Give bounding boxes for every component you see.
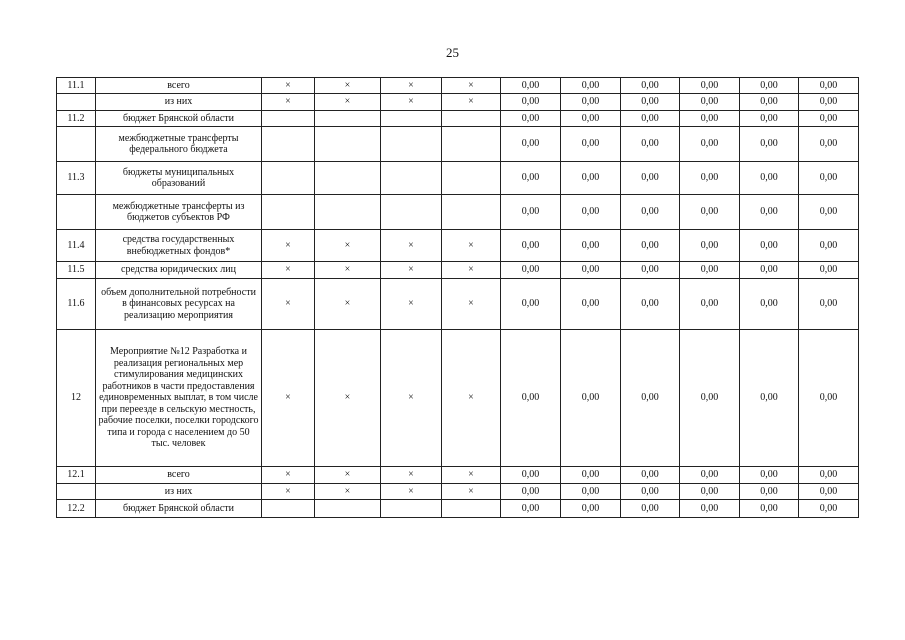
marker-cell: ×	[315, 94, 381, 111]
value-cell: 0,00	[501, 262, 561, 279]
marker-cell	[381, 127, 442, 162]
row-number: 11.6	[57, 279, 96, 330]
value-cell: 0,00	[680, 78, 740, 94]
table-row	[57, 262, 859, 279]
marker-cell: ×	[315, 230, 381, 262]
marker-cell: ×	[262, 262, 315, 279]
value-cell: 0,00	[621, 330, 680, 467]
value-cell: 0,00	[799, 78, 859, 94]
marker-cell: ×	[381, 230, 442, 262]
value-cell: 0,00	[680, 111, 740, 127]
value-cell: 0,00	[501, 500, 561, 518]
table-row	[57, 78, 859, 94]
table-row	[57, 127, 859, 162]
marker-cell	[315, 500, 381, 518]
table-row	[57, 467, 859, 484]
table-row	[57, 195, 859, 230]
marker-cell: ×	[381, 330, 442, 467]
row-description: бюджет Брянской области	[96, 500, 262, 518]
value-cell: 0,00	[621, 262, 680, 279]
marker-cell	[315, 162, 381, 195]
value-cell: 0,00	[561, 330, 621, 467]
marker-cell: ×	[442, 262, 501, 279]
value-cell: 0,00	[740, 262, 799, 279]
value-cell: 0,00	[740, 111, 799, 127]
value-cell: 0,00	[621, 484, 680, 500]
row-description: средства государственных внебюджетных фондов*	[96, 230, 262, 262]
value-cell: 0,00	[799, 262, 859, 279]
marker-cell	[442, 195, 501, 230]
value-cell: 0,00	[799, 162, 859, 195]
marker-cell: ×	[315, 484, 381, 500]
value-cell: 0,00	[799, 94, 859, 111]
value-cell: 0,00	[740, 279, 799, 330]
row-number	[57, 484, 96, 500]
marker-cell	[442, 162, 501, 195]
value-cell: 0,00	[621, 195, 680, 230]
table-row	[57, 279, 859, 330]
table-row	[57, 162, 859, 195]
value-cell: 0,00	[680, 330, 740, 467]
row-number	[57, 94, 96, 111]
value-cell: 0,00	[621, 162, 680, 195]
marker-cell	[262, 162, 315, 195]
value-cell: 0,00	[799, 484, 859, 500]
value-cell: 0,00	[501, 195, 561, 230]
value-cell: 0,00	[501, 94, 561, 111]
value-cell: 0,00	[621, 94, 680, 111]
value-cell: 0,00	[799, 500, 859, 518]
value-cell: 0,00	[799, 279, 859, 330]
row-description: средства юридических лиц	[96, 262, 262, 279]
marker-cell: ×	[262, 78, 315, 94]
value-cell: 0,00	[501, 111, 561, 127]
budget-table	[56, 77, 859, 518]
marker-cell: ×	[315, 279, 381, 330]
row-description: межбюджетные трансферты из бюджетов субъектов РФ	[96, 195, 262, 230]
value-cell: 0,00	[621, 78, 680, 94]
value-cell: 0,00	[680, 500, 740, 518]
marker-cell	[315, 195, 381, 230]
marker-cell	[315, 111, 381, 127]
table-row	[57, 230, 859, 262]
marker-cell	[442, 500, 501, 518]
marker-cell	[262, 500, 315, 518]
value-cell: 0,00	[799, 111, 859, 127]
marker-cell: ×	[262, 94, 315, 111]
value-cell: 0,00	[561, 262, 621, 279]
value-cell: 0,00	[501, 279, 561, 330]
value-cell: 0,00	[680, 195, 740, 230]
value-cell: 0,00	[561, 94, 621, 111]
row-description: Мероприятие №12 Разработка и реализация региональных мер стимулирования медицинских работников в части предоставления единовременных выплат, в том числе при переезде в сельскую местность, рабочие поселки, поселки городского типа и города с населением до 50 тыс. человек	[96, 330, 262, 467]
marker-cell	[442, 111, 501, 127]
value-cell: 0,00	[501, 484, 561, 500]
marker-cell: ×	[442, 94, 501, 111]
value-cell: 0,00	[680, 230, 740, 262]
marker-cell	[381, 195, 442, 230]
marker-cell: ×	[262, 230, 315, 262]
value-cell: 0,00	[561, 467, 621, 484]
value-cell: 0,00	[740, 467, 799, 484]
marker-cell: ×	[262, 330, 315, 467]
value-cell: 0,00	[621, 127, 680, 162]
value-cell: 0,00	[621, 500, 680, 518]
marker-cell	[442, 127, 501, 162]
page-number: 25	[446, 45, 459, 60]
row-number: 11.3	[57, 162, 96, 195]
value-cell: 0,00	[561, 484, 621, 500]
table-row	[57, 484, 859, 500]
marker-cell: ×	[442, 484, 501, 500]
row-description: всего	[96, 78, 262, 94]
value-cell: 0,00	[740, 94, 799, 111]
row-description: бюджеты муниципальных образований	[96, 162, 262, 195]
row-number: 12	[57, 330, 96, 467]
value-cell: 0,00	[621, 230, 680, 262]
value-cell: 0,00	[740, 330, 799, 467]
row-description: из них	[96, 94, 262, 111]
value-cell: 0,00	[680, 262, 740, 279]
value-cell: 0,00	[501, 127, 561, 162]
value-cell: 0,00	[740, 127, 799, 162]
marker-cell	[315, 127, 381, 162]
marker-cell: ×	[262, 484, 315, 500]
value-cell: 0,00	[740, 484, 799, 500]
marker-cell: ×	[315, 262, 381, 279]
marker-cell	[262, 127, 315, 162]
value-cell: 0,00	[561, 500, 621, 518]
value-cell: 0,00	[740, 78, 799, 94]
value-cell: 0,00	[680, 94, 740, 111]
value-cell: 0,00	[680, 127, 740, 162]
marker-cell	[381, 500, 442, 518]
value-cell: 0,00	[561, 162, 621, 195]
row-description: межбюджетные трансферты федерального бюджета	[96, 127, 262, 162]
row-description: всего	[96, 467, 262, 484]
row-description: из них	[96, 484, 262, 500]
marker-cell	[262, 111, 315, 127]
value-cell: 0,00	[501, 162, 561, 195]
marker-cell	[262, 195, 315, 230]
marker-cell: ×	[315, 330, 381, 467]
value-cell: 0,00	[561, 279, 621, 330]
value-cell: 0,00	[680, 162, 740, 195]
value-cell: 0,00	[680, 279, 740, 330]
value-cell: 0,00	[621, 279, 680, 330]
value-cell: 0,00	[680, 484, 740, 500]
marker-cell: ×	[315, 467, 381, 484]
value-cell: 0,00	[561, 230, 621, 262]
marker-cell: ×	[381, 262, 442, 279]
marker-cell: ×	[381, 78, 442, 94]
marker-cell: ×	[262, 279, 315, 330]
value-cell: 0,00	[799, 127, 859, 162]
marker-cell: ×	[442, 78, 501, 94]
value-cell: 0,00	[501, 78, 561, 94]
table-row	[57, 111, 859, 127]
row-number: 12.2	[57, 500, 96, 518]
value-cell: 0,00	[561, 78, 621, 94]
row-number: 11.1	[57, 78, 96, 94]
marker-cell: ×	[262, 467, 315, 484]
marker-cell: ×	[442, 230, 501, 262]
row-number: 11.5	[57, 262, 96, 279]
row-description: объем дополнительной потребности в финансовых ресурсах на реализацию мероприятия	[96, 279, 262, 330]
value-cell: 0,00	[621, 467, 680, 484]
marker-cell	[381, 162, 442, 195]
marker-cell: ×	[381, 467, 442, 484]
value-cell: 0,00	[561, 195, 621, 230]
row-description: бюджет Брянской области	[96, 111, 262, 127]
row-number	[57, 127, 96, 162]
value-cell: 0,00	[740, 162, 799, 195]
marker-cell: ×	[381, 94, 442, 111]
value-cell: 0,00	[799, 230, 859, 262]
value-cell: 0,00	[799, 195, 859, 230]
value-cell: 0,00	[799, 330, 859, 467]
value-cell: 0,00	[740, 195, 799, 230]
row-number	[57, 195, 96, 230]
value-cell: 0,00	[561, 111, 621, 127]
value-cell: 0,00	[740, 230, 799, 262]
row-number: 11.4	[57, 230, 96, 262]
marker-cell: ×	[442, 330, 501, 467]
value-cell: 0,00	[799, 467, 859, 484]
value-cell: 0,00	[501, 330, 561, 467]
marker-cell: ×	[381, 484, 442, 500]
value-cell: 0,00	[501, 230, 561, 262]
value-cell: 0,00	[501, 467, 561, 484]
row-number: 11.2	[57, 111, 96, 127]
marker-cell: ×	[315, 78, 381, 94]
value-cell: 0,00	[561, 127, 621, 162]
marker-cell	[381, 111, 442, 127]
value-cell: 0,00	[740, 500, 799, 518]
table-row	[57, 94, 859, 111]
value-cell: 0,00	[621, 111, 680, 127]
value-cell: 0,00	[680, 467, 740, 484]
table-row	[57, 500, 859, 518]
marker-cell: ×	[381, 279, 442, 330]
marker-cell: ×	[442, 467, 501, 484]
table-row	[57, 330, 859, 467]
marker-cell: ×	[442, 279, 501, 330]
row-number: 12.1	[57, 467, 96, 484]
